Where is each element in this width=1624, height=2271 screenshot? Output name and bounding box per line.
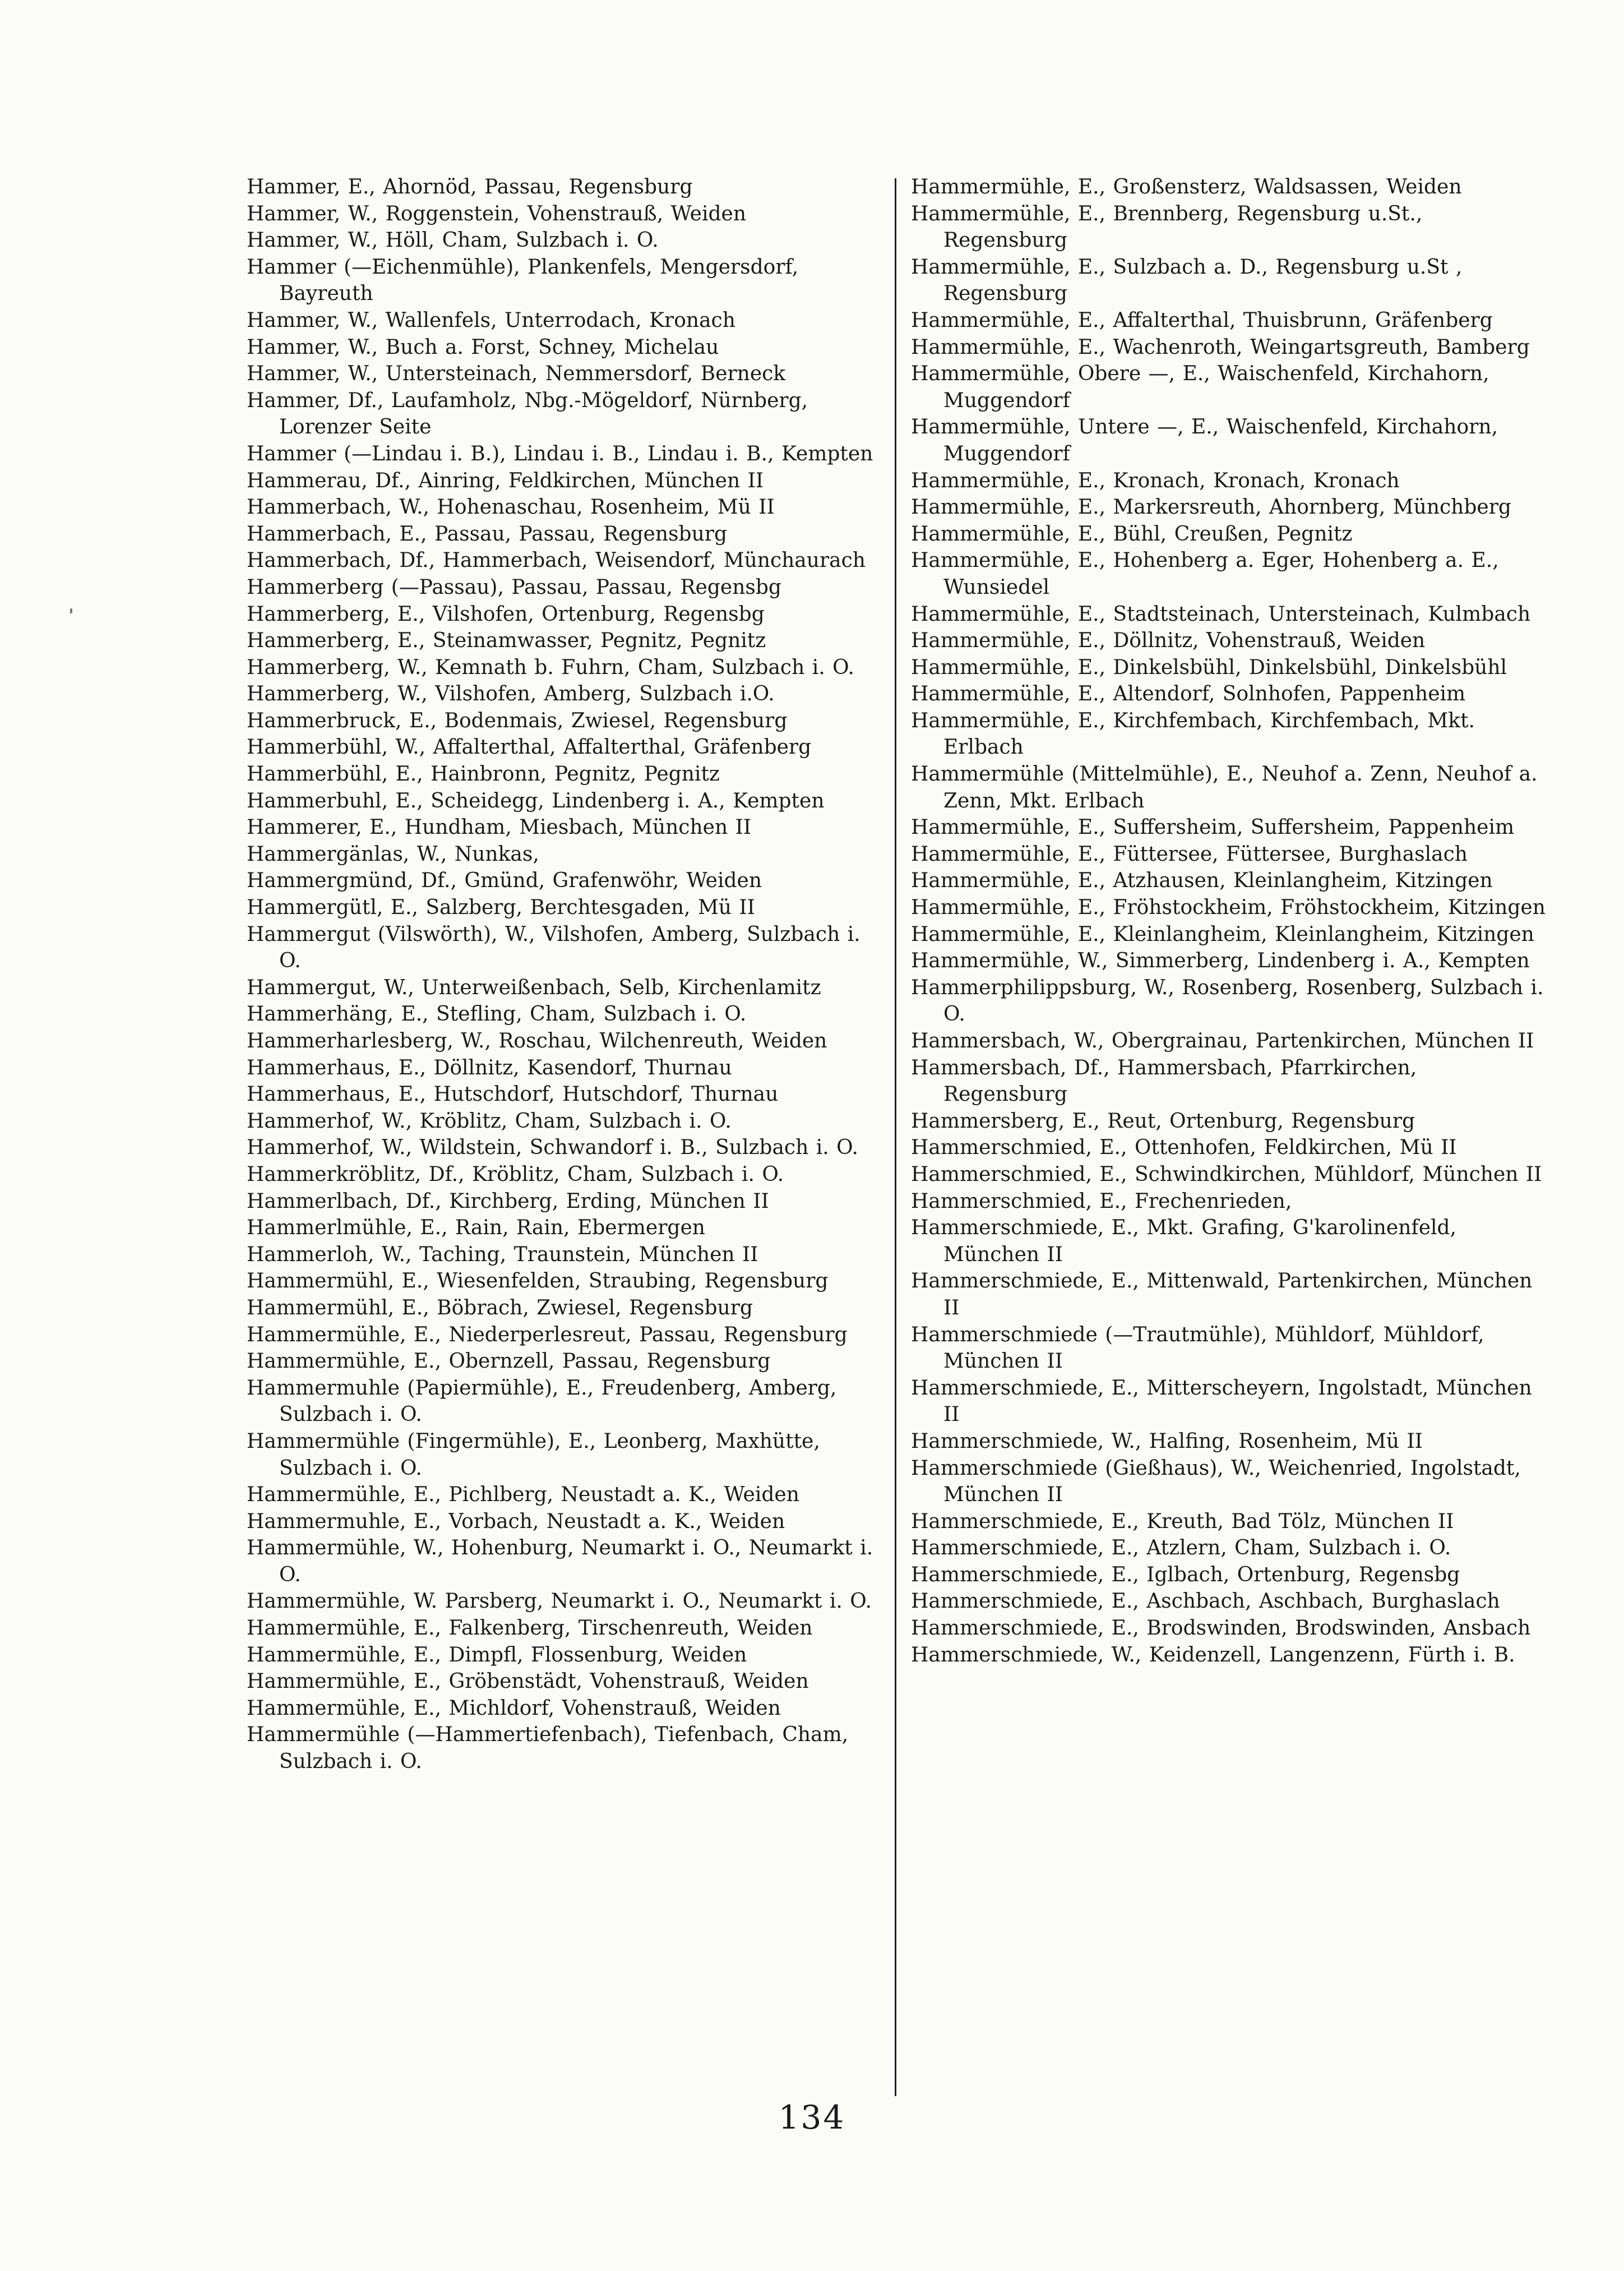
place-entry: Hammergmünd, Df., Gmünd, Grafenwöhr, Weiden	[247, 869, 762, 893]
place-entry: Hammerschmied, E., Schwindkirchen, Mühldorf, München II	[911, 1162, 1542, 1186]
place-entry: Hammermühle, Untere —, E., Waischenfeld, Kirchahorn, Muggendorf	[911, 416, 1498, 465]
place-entry: Hammerer, E., Hundham, Miesbach, München II	[247, 816, 752, 839]
place-entry: Hammermühle (Mittelmühle), E., Neuhof a. Zenn, Neuhof a. Zenn, Mkt. Erlbach	[911, 763, 1538, 813]
place-entry: Hammerhaus, E., Döllnitz, Kasendorf, Thurnau	[247, 1056, 732, 1079]
place-entry: Hammerschmiede, E., Iglbach, Ortenburg, Regensbg	[911, 1563, 1460, 1586]
place-entry: Hammermühle, E., Niederperlesreut, Passau, Regensburg	[247, 1323, 848, 1346]
place-entry: Hammermühle, E., Dimpfl, Flossenburg, Weiden	[247, 1643, 747, 1667]
place-entry: Hammer (—Lindau i. B.), Lindau i. B., Lindau i. B., Kempten	[247, 442, 873, 465]
place-entry: Hammerharlesberg, W., Roschau, Wilchenreuth, Weiden	[247, 1030, 827, 1053]
place-entry: Hammermühle, E., Gröbenstädt, Vohenstrauß, Weiden	[247, 1670, 809, 1693]
place-entry: Hammermühle, W. Parsberg, Neumarkt i. O., Neumarkt i. O.	[247, 1590, 872, 1613]
place-entry: Hammerschmiede, E., Aschbach, Aschbach, Burghaslach	[911, 1590, 1500, 1613]
place-entry: Hammerberg, E., Vilshofen, Ortenburg, Regensbg	[247, 602, 765, 626]
place-entry: Hammermühle, E., Kleinlangheim, Kleinlangheim, Kitzingen	[911, 922, 1534, 946]
place-entry: Hammerberg (—Passau), Passau, Passau, Regensbg	[247, 575, 781, 599]
place-entry: Hammer, E., Ahornöd, Passau, Regensburg	[247, 176, 693, 199]
place-entry: Hammermühle, E., Affalterthal, Thuisbrunn, Gräfenberg	[911, 308, 1493, 332]
place-entry: Hammer, W., Untersteinach, Nemmersdorf, Berneck	[247, 362, 786, 386]
place-entry: Hammerloh, W., Taching, Traunstein, München II	[247, 1243, 758, 1266]
place-entry: Hammermühle, E., Fröhstockheim, Fröhstockheim, Kitzingen	[911, 896, 1546, 920]
place-entry: Hammerhäng, E., Stefling, Cham, Sulzbach i. O.	[247, 1003, 747, 1026]
place-entry: Hammer, W., Höll, Cham, Sulzbach i. O.	[247, 229, 659, 252]
place-entry: Hammerbühl, W., Affalterthal, Affalterthal, Gräfenberg	[247, 736, 812, 759]
place-entry: Hammermühle, E., Dinkelsbühl, Dinkelsbühl, Dinkelsbühl	[911, 656, 1507, 679]
place-entry: Hammermühle, E., Atzhausen, Kleinlangheim, Kitzingen	[911, 869, 1493, 893]
place-entry: Hammermühle, E., Kronach, Kronach, Kronach	[911, 469, 1400, 492]
page-number: 134	[778, 2098, 846, 2136]
place-entry: Hammerberg, E., Steinamwasser, Pegnitz, Pegnitz	[247, 629, 766, 653]
place-entry: Hammermühle, E., Döllnitz, Vohenstrauß, Weiden	[911, 629, 1426, 653]
place-entry: Hammermühl, E., Wiesenfelden, Straubing, Regensburg	[247, 1270, 829, 1293]
place-entry: Hammermühle, E., Pichlberg, Neustadt a. K., Weiden	[247, 1483, 799, 1507]
place-entry: Hammerberg, W., Kemnath b. Fuhrn, Cham, Sulzbach i. O.	[247, 656, 854, 679]
place-entry: Hammermühle, E., Michldorf, Vohenstrauß, Weiden	[247, 1696, 781, 1720]
place-entry: Hammer, W., Wallenfels, Unterrodach, Kronach	[247, 308, 735, 332]
place-entry: Hammermühle, W., Hohenburg, Neumarkt i. O., Neumarkt i. O.	[247, 1536, 873, 1586]
place-entry: Hammer (—Eichenmühle), Plankenfels, Mengersdorf, Bayreuth	[247, 255, 799, 306]
place-entry: Hammermuhle (Papiermühle), E., Freudenberg, Amberg, Sulzbach i. O.	[247, 1376, 837, 1427]
place-entry: Hammerlbach, Df., Kirchberg, Erding, München II	[247, 1189, 769, 1213]
place-entry: Hammerberg, W., Vilshofen, Amberg, Sulzbach i.O.	[247, 682, 775, 706]
place-entry: Hammermühle, W., Simmerberg, Lindenberg i. A., Kempten	[911, 949, 1530, 973]
place-entry: Hammermühle, E., Hohenberg a. Eger, Hohenberg a. E., Wunsiedel	[911, 549, 1499, 599]
place-entry: Hammerau, Df., Ainring, Feldkirchen, München II	[247, 469, 764, 492]
right-column	[911, 174, 1547, 1668]
place-entry: Hammerlmühle, E., Rain, Rain, Ebermergen	[247, 1216, 705, 1240]
place-entry: Hammerschmied, E., Frechenrieden,	[911, 1189, 1292, 1213]
place-entry: Hammerhof, W., Wildstein, Schwandorf i. B., Sulzbach i. O.	[247, 1136, 858, 1160]
place-entry: Hammerschmiede, E., Kreuth, Bad Tölz, München II	[911, 1510, 1454, 1533]
place-entry: Hammer, W., Roggenstein, Vohenstrauß, Weiden	[247, 202, 747, 225]
left-column	[247, 174, 883, 1775]
place-entry: Hammergut, W., Unterweißenbach, Selb, Kirchenlamitz	[247, 976, 821, 999]
place-entry: Hammermuhle, E., Vorbach, Neustadt a. K., Weiden	[247, 1510, 785, 1533]
place-entry: Hammerschmied, E., Ottenhofen, Feldkirchen, Mü II	[911, 1136, 1457, 1160]
place-entry: Hammerschmiede, W., Halfing, Rosenheim, Mü II	[911, 1429, 1423, 1453]
place-entry: Hammergänlas, W., Nunkas,	[247, 842, 539, 866]
place-entry: Hammergütl, E., Salzberg, Berchtesgaden, Mü II	[247, 896, 755, 920]
place-entry: Hammermühl, E., Böbrach, Zwiesel, Regensburg	[247, 1296, 753, 1319]
place-entry: Hammermühle, E., Brennberg, Regensburg u.St., Regensburg	[911, 202, 1423, 252]
place-entry: Hammerbuhl, E., Scheidegg, Lindenberg i. A., Kempten	[247, 789, 825, 813]
place-entry: Hammermühle, E., Obernzell, Passau, Regensburg	[247, 1350, 771, 1373]
place-entry: Hammerschmiede, E., Mitterscheyern, Ingolstadt, München II	[911, 1376, 1532, 1427]
place-entry: Hammermühle, E., Markersreuth, Ahornberg, Münchberg	[911, 496, 1511, 519]
place-entry: Hammerbruck, E., Bodenmais, Zwiesel, Regensburg	[247, 709, 788, 732]
place-entry: Hammerschmiede, E., Brodswinden, Brodswinden, Ansbach	[911, 1617, 1531, 1640]
place-entry: Hammersbach, Df., Hammersbach, Pfarrkirchen, Regensburg	[911, 1056, 1417, 1106]
place-entry: Hammerschmiede, W., Keidenzell, Langenzenn, Fürth i. B.	[911, 1643, 1515, 1667]
place-entry: Hammerschmiede, E., Mkt. Grafing, G'karolinenfeld, München II	[911, 1216, 1457, 1266]
place-entry: Hammerschmiede, E., Mittenwald, Partenkirchen, München II	[911, 1270, 1533, 1319]
place-entry: Hammerschmiede (—Trautmühle), Mühldorf, Mühldorf, München II	[911, 1323, 1484, 1373]
place-entry: Hammerbach, E., Passau, Passau, Regensburg	[247, 522, 728, 546]
place-entry: Hammermühle, E., Bühl, Creußen, Pegnitz	[911, 522, 1353, 546]
place-entry: Hammermühle, E., Kirchfembach, Kirchfembach, Mkt. Erlbach	[911, 709, 1475, 759]
place-entry: Hammerhof, W., Kröblitz, Cham, Sulzbach i. O.	[247, 1109, 732, 1133]
place-entry: Hammer, Df., Laufamholz, Nbg.-Mögeldorf, Nürnberg, Lorenzer Seite	[247, 389, 808, 439]
place-entry: Hammermühle, E., Füttersee, Füttersee, Burghaslach	[911, 842, 1468, 866]
column-divider	[895, 178, 896, 2096]
place-entry: Hammer, W., Buch a. Forst, Schney, Michelau	[247, 335, 719, 359]
place-entry: Hammermühle, E., Altendorf, Solnhofen, Pappenheim	[911, 682, 1466, 706]
place-entry: Hammerbach, W., Hohenaschau, Rosenheim, Mü II	[247, 496, 775, 519]
place-entry: Hammermühle, E., Falkenberg, Tirschenreuth, Weiden	[247, 1617, 813, 1640]
place-entry: Hammermühle, E., Sulzbach a. D., Regensburg u.St , Regensburg	[911, 255, 1463, 306]
place-entry: Hammerphilippsburg, W., Rosenberg, Rosenberg, Sulzbach i. O.	[911, 976, 1544, 1026]
place-entry: Hammermühle, E., Wachenroth, Weingartsgreuth, Bamberg	[911, 335, 1530, 359]
place-entry: Hammermühle, Obere —, E., Waischenfeld, Kirchahorn, Muggendorf	[911, 362, 1489, 412]
place-entry: Hammerhaus, E., Hutschdorf, Hutschdorf, Thurnau	[247, 1083, 779, 1106]
place-entry: Hammerbach, Df., Hammerbach, Weisendorf, Münchaurach	[247, 549, 866, 573]
place-entry: Hammerschmiede (Gießhaus), W., Weichenried, Ingolstadt, München II	[911, 1456, 1521, 1507]
place-entry: Hammergut (Vilswörth), W., Vilshofen, Amberg, Sulzbach i. O.	[247, 922, 860, 973]
place-entry: Hammerkröblitz, Df., Kröblitz, Cham, Sulzbach i. O.	[247, 1162, 784, 1186]
place-entry: Hammermühle, E., Stadtsteinach, Untersteinach, Kulmbach	[911, 602, 1531, 626]
place-entry: Hammermühle, E., Großensterz, Waldsassen, Weiden	[911, 176, 1462, 199]
place-entry: Hammerbühl, E., Hainbronn, Pegnitz, Pegnitz	[247, 763, 720, 786]
place-entry: Hammermühle, E., Suffersheim, Suffersheim, Pappenheim	[911, 816, 1515, 839]
place-entry: Hammersbach, W., Obergrainau, Partenkirchen, München II	[911, 1030, 1534, 1053]
paper-speck	[70, 608, 72, 613]
place-entry: Hammersberg, E., Reut, Ortenburg, Regensburg	[911, 1109, 1415, 1133]
place-entry: Hammerschmiede, E., Atzlern, Cham, Sulzbach i. O.	[911, 1536, 1451, 1560]
place-entry: Hammermühle (Fingermühle), E., Leonberg, Maxhütte, Sulzbach i. O.	[247, 1429, 820, 1480]
place-entry: Hammermühle (—Hammertiefenbach), Tiefenbach, Cham, Sulzbach i. O.	[247, 1723, 849, 1774]
